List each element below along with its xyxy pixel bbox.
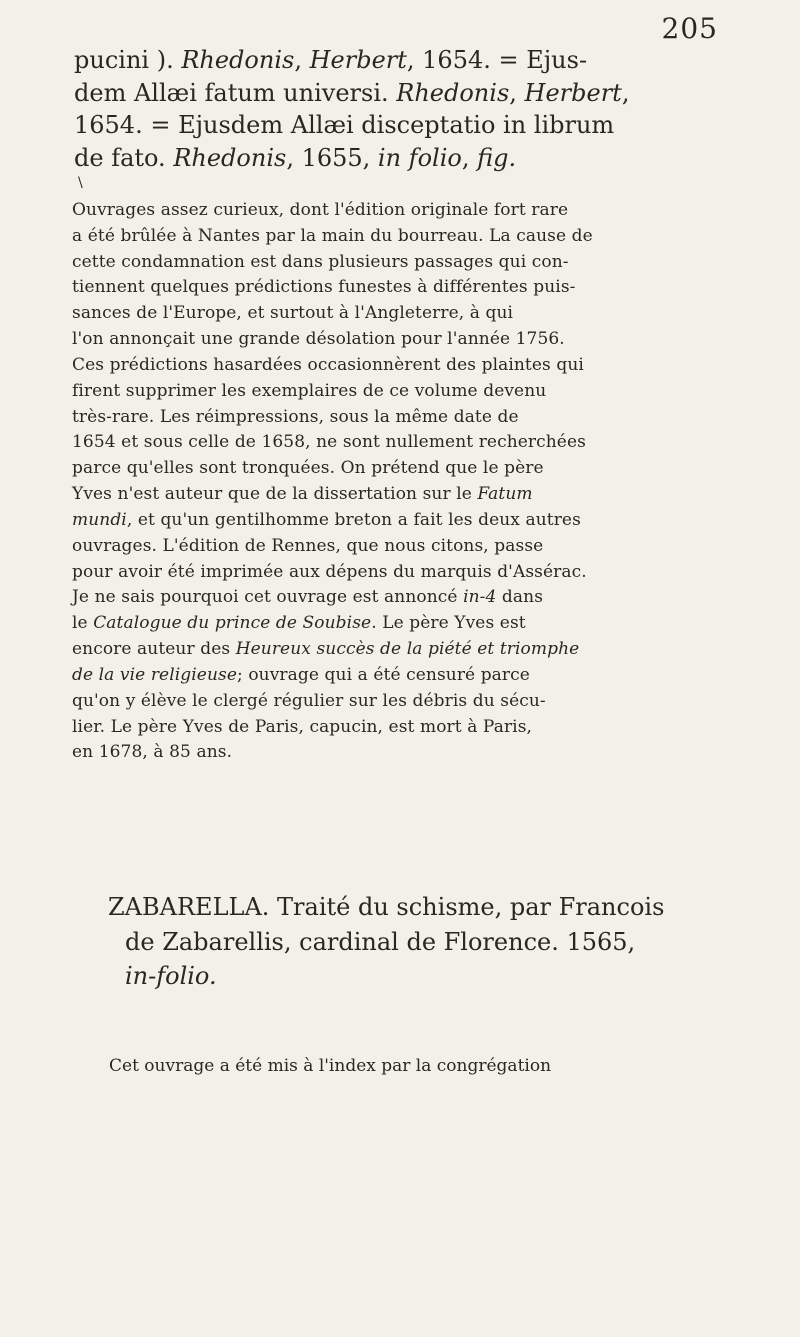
annotation-text: Je ne sais pourquoi cet ouvrage est annoncé [72,587,464,608]
publisher-name: Rhedonis [396,78,510,107]
entry-text: , [621,78,630,107]
annotation-line-21: lier. Le père Yves de Paris, capucin, est mort à Paris, [72,716,533,737]
annotation-text: le [72,613,94,634]
annotation-line-6: l'on annonçait une grande désolation pour l'année 1756. [72,329,565,350]
entry-text: , [461,143,478,172]
page-number: 205 [661,12,718,45]
publisher-name: Herbert [309,46,407,74]
publisher-name: Rhedonis [173,143,287,172]
annotation-paragraph [72,198,768,766]
work-title: Fatum [477,484,533,505]
margin-mark: \ [78,175,83,191]
entry-text: , [509,78,525,107]
entry-text: , [294,46,310,74]
annotation-line-17 [72,611,768,637]
zabarella-note: Cet ouvrage a été mis à l'index par la congrégation [109,1056,552,1076]
annotation-line-12 [72,482,768,508]
publisher-name: Rhedonis [181,46,295,74]
annotation-line-4: tiennent quelques prédictions funestes à différentes puis- [72,277,576,298]
entry-line-4 [74,142,764,175]
annotation-text: . Le père Yves est [371,613,526,634]
entry-line-3: 1654. = Ejusdem Allæi disceptatio in librum [74,111,615,140]
entry-text: dem Allæi fatum universi. [74,78,397,107]
format-label: in folio [377,143,462,172]
annotation-line-3: cette condamnation est dans plusieurs passages qui con- [72,251,569,272]
bibliographic-entry-continuation [74,44,764,175]
annotation-text: , et qu'un gentilhomme breton a fait les deux autres [126,509,581,530]
annotation-line-16 [72,585,768,611]
annotation-line-22: en 1678, à 85 ans. [72,742,233,763]
annotation-line-15: pour avoir été imprimée aux dépens du marquis d'Assérac. [72,561,587,582]
annotation-line-14: ouvrages. L'édition de Rennes, que nous citons, passe [72,535,544,556]
annotation-line-13 [72,508,768,534]
entry-text: de fato. [74,143,174,172]
annotation-line-1: Ouvrages assez curieux, dont l'édition originale fort rare [72,200,569,220]
figure-label: fig. [477,143,517,172]
catalogue-title: Catalogue du prince de Soubise [93,613,372,634]
entry-text: pucini ). [74,46,182,74]
format-label: in-4 [463,587,497,608]
annotation-line-2: a été brûlée à Nantes par la main du bourreau. La cause de [72,225,593,246]
annotation-line-19 [72,663,768,689]
zabarella-line-2: de Zabarellis, cardinal de Florence. 1565, [125,927,636,956]
entry-line-2 [74,77,764,110]
entry-text: , 1654. = Ejus- [406,46,588,74]
annotation-line-9: très-rare. Les réimpressions, sous la même date de [72,406,519,427]
annotation-line-11: parce qu'elles sont tronquées. On prétend que le père [72,458,544,479]
annotation-text: Yves n'est auteur que de la dissertation sur le [72,484,478,505]
entry-line-1 [74,44,764,77]
annotation-line-8: firent supprimer les exemplaires de ce volume devenu [72,380,547,401]
annotation-text: ; ouvrage qui a été censuré parce [237,664,530,685]
work-title: mundi [72,509,127,530]
annotation-line-5: sances de l'Europe, et surtout à l'Angleterre, à qui [72,303,514,324]
annotation-text: dans [496,587,544,608]
zabarella-line-1: ZABARELLA. Traité du schisme, par Francois [108,893,665,921]
zabarella-line-3: in-folio. [125,962,217,991]
work-title: Heureux succès de la piété et triomphe [235,639,580,660]
annotation-line-10: 1654 et sous celle de 1658, ne sont nullement recherchées [72,432,586,453]
annotation-text: encore auteur des [72,639,236,660]
entry-text: , 1655, [286,143,378,172]
annotation-line-20: qu'on y élève le clergé régulier sur les débris du sécu- [72,690,546,711]
bibliographic-entry-zabarella [108,890,778,994]
annotation-line-7: Ces prédictions hasardées occasionnèrent des plaintes qui [72,354,584,375]
publisher-name: Herbert [524,78,622,107]
work-title: de la vie religieuse [72,664,238,685]
annotation-line-18 [72,637,768,663]
